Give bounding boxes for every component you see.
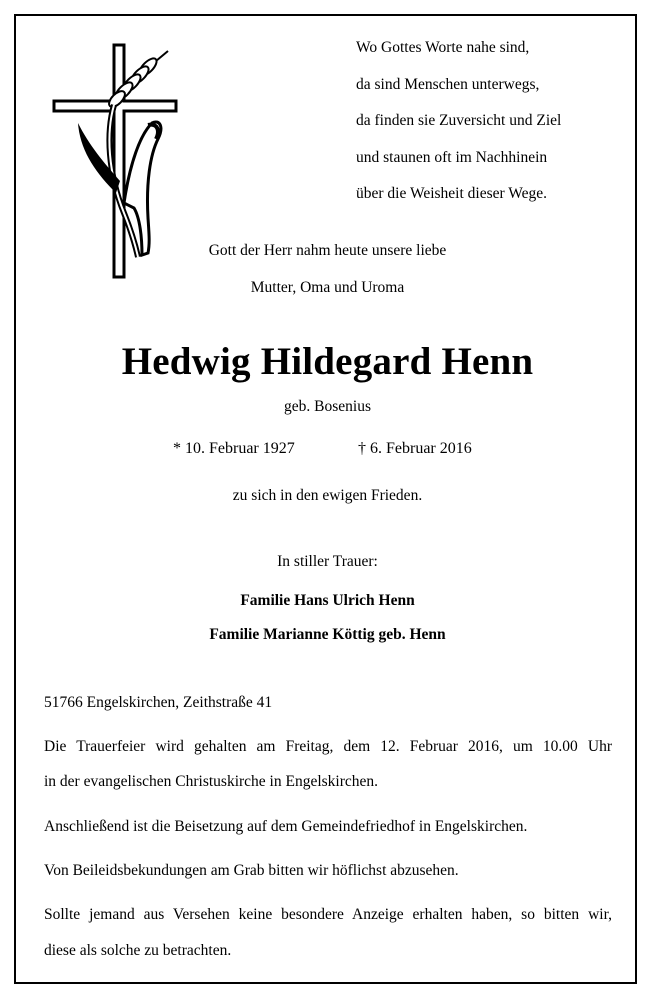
- service-line-2: in der evangelischen Christuskirche in Engelskirchen.: [44, 773, 379, 790]
- birth-date: * 10. Februar 1927: [173, 440, 295, 457]
- poem: [356, 36, 561, 219]
- address: 51766 Engelskirchen, Zeithstraße 41: [44, 694, 273, 711]
- condolence-note: Von Beileidsbekundungen am Grab bitten wir höflichst abzusehen.: [44, 862, 459, 879]
- service-line-1: Die Trauerfeier wird gehalten am Freitag, dem 12. Februar 2016, um 10.00 Uhr: [44, 738, 612, 755]
- mourning-intro: In stiller Trauer:: [277, 553, 378, 570]
- family-name: Familie Marianne Köttig geb. Henn: [209, 626, 446, 643]
- intro-line-1: Gott der Herr nahm heute unsere liebe: [208, 242, 447, 259]
- peace-line: zu sich in den ewigen Frieden.: [232, 487, 423, 504]
- poem-line: Wo Gottes Worte nahe sind,: [356, 39, 530, 56]
- burial-info: Anschließend ist die Beisetzung auf dem Gemeindefriedhof in Engelskirchen.: [44, 818, 528, 835]
- deceased-name: Hedwig Hildegard Henn: [121, 340, 534, 383]
- intro-line-2: Mutter, Oma und Uroma: [250, 279, 405, 296]
- notice-line-1: Sollte jemand aus Versehen keine besondere Anzeige erhalten haben, so bitten wir,: [44, 906, 612, 923]
- poem-line: da finden sie Zuversicht und Ziel: [356, 112, 562, 129]
- notice-line-2: diese als solche zu betrachten.: [44, 942, 232, 959]
- death-date: † 6. Februar 2016: [358, 440, 472, 457]
- poem-line: und staunen oft im Nachhinein: [356, 148, 548, 166]
- poem-line: da sind Menschen unterwegs,: [356, 75, 540, 93]
- maiden-name: geb. Bosenius: [284, 398, 371, 415]
- family-name: Familie Hans Ulrich Henn: [240, 592, 415, 609]
- poem-line: über die Weisheit dieser Wege.: [356, 185, 548, 202]
